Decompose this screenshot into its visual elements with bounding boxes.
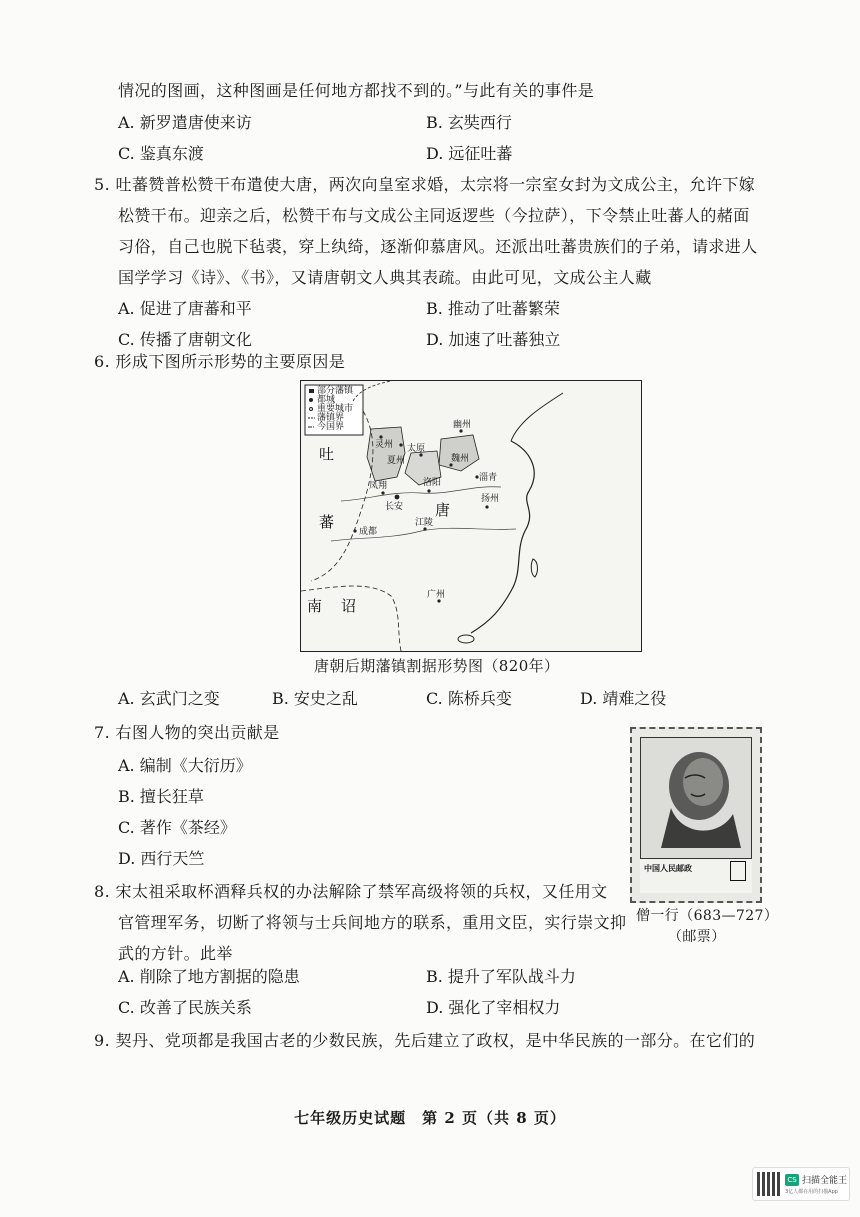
northeast-border: [511, 393, 563, 441]
q5-stem-line-3: 习俗，自己也脱下毡裘，穿上纨绮，逐渐仰慕唐风。还派出吐蕃贵族们的子弟，请求进人: [118, 237, 758, 256]
city-label: 洛阳: [423, 478, 442, 488]
tang-fanzhen-map: [300, 380, 642, 652]
q8-option-b[interactable]: B. 提升了军队战斗力: [426, 967, 576, 986]
q4-option-d[interactable]: D. 远征吐蕃: [426, 144, 513, 163]
q5-option-d[interactable]: D. 加速了吐蕃独立: [426, 330, 561, 349]
city-label: 夏州: [387, 456, 406, 466]
stamp-value-box: [730, 861, 746, 881]
q5-stem-line-2: 松赞干布。迎亲之后，松赞干布与文成公主同返逻些（今拉萨），下令禁止吐蕃人的赭面: [118, 206, 750, 225]
city-label: 长安: [385, 502, 404, 512]
q5-option-c[interactable]: C. 传播了唐朝文化: [118, 330, 252, 349]
q8-option-a[interactable]: A. 削除了地方割据的隐患: [118, 967, 300, 986]
q6-option-d[interactable]: D. 靖难之役: [580, 689, 667, 708]
q5-stem-line-1: 5. 吐蕃赞普松赞干布遣使大唐，两次向皇室求婚，太宗将一宗室女封为文成公主，允许下嫁: [94, 175, 756, 194]
city-label: 成都: [359, 527, 378, 537]
q6-option-c[interactable]: C. 陈桥兵变: [426, 689, 512, 708]
q6-option-b[interactable]: B. 安史之乱: [272, 689, 358, 708]
coastline: [471, 441, 534, 633]
city-label: 太原: [407, 444, 426, 454]
cs-app-name: 扫描全能王: [802, 1176, 848, 1186]
cs-app-tagline: 3亿人都在用的扫描App: [785, 1189, 838, 1195]
camscanner-badge: [752, 1167, 850, 1201]
q8-option-c[interactable]: C. 改善了民族关系: [118, 998, 252, 1017]
legend-item: 重要城市: [317, 404, 354, 414]
q7-option-b[interactable]: B. 擅长狂草: [118, 787, 204, 806]
q5-stem-line-4: 国学学习《诗》、《书》，又请唐朝文人典其表疏。由此可见，文成公主人藏: [118, 268, 652, 287]
city-label: 凤翔: [369, 481, 388, 491]
q4-option-c[interactable]: C. 鉴真东渡: [118, 144, 204, 163]
city-label: 灵州: [375, 440, 394, 450]
region-label: 诏: [341, 597, 357, 615]
stamp-caption-name: 僧一行（683—727）: [636, 908, 779, 924]
city-label: 扬州: [481, 494, 500, 504]
region-label: 唐: [435, 501, 451, 519]
region-label: 南: [307, 597, 323, 615]
city-label: 广州: [427, 590, 446, 600]
hainan-island: [458, 635, 474, 643]
map-caption: 唐朝后期藩镇割据形势图（820年）: [314, 657, 560, 675]
cs-logo-icon: CS: [785, 1174, 799, 1186]
q7-option-c[interactable]: C. 著作《茶经》: [118, 818, 236, 837]
stamp-issuer: 中国人民邮政: [644, 864, 692, 873]
q5-option-a[interactable]: A. 促进了唐蕃和平: [118, 299, 252, 318]
q4-option-b[interactable]: B. 玄奘西行: [426, 113, 512, 132]
q8-stem-line-3: 武的方针。此举: [118, 944, 233, 963]
q8-stem-line-2: 官管理军务，切断了将领与士兵间地方的联系，重用文臣，实行崇文抑: [118, 913, 627, 932]
q5-option-b[interactable]: B. 推动了吐蕃繁荣: [426, 299, 560, 318]
city-label: 魏州: [451, 454, 470, 464]
fanzhen-region: [439, 435, 479, 471]
city-label: 幽州: [453, 420, 472, 430]
stamp-caption-type: （邮票）: [668, 929, 726, 945]
q4-option-a[interactable]: A. 新罗遣唐使来访: [118, 113, 252, 132]
taiwan-island: [531, 559, 537, 577]
tubo-boundary: [311, 411, 373, 581]
legend-item: 部分藩镇: [317, 386, 354, 396]
q6-stem: 6. 形成下图所示形势的主要原因是: [94, 352, 346, 371]
q8-option-d[interactable]: D. 强化了宰相权力: [426, 998, 561, 1017]
legend-item: 藩镇界: [317, 413, 345, 423]
yixing-stamp: [630, 727, 762, 903]
page-footer: 七年级历史试题 第 2 页（共 8 页）: [294, 1109, 566, 1127]
nanzhao-boundary: [301, 586, 401, 651]
q4-stem-continuation: 情况的图画，这种图画是任何地方都找不到的。”与此有关的事件是: [118, 81, 595, 100]
city-label: 淄青: [479, 473, 498, 483]
stamp-text-bar: [640, 858, 752, 893]
q8-stem-line-1: 8. 宋太祖采取杯酒释兵权的办法解除了禁军高级将领的兵权，又任用文: [94, 882, 608, 901]
city-label: 江陵: [415, 518, 434, 528]
q7-option-a[interactable]: A. 编制《大衍历》: [118, 756, 252, 775]
region-label: 蕃: [319, 513, 335, 531]
qr-code-icon: [757, 1172, 781, 1196]
region-label: 吐: [319, 445, 335, 463]
legend-item: 今国界: [317, 422, 345, 432]
q7-option-d[interactable]: D. 西行天竺: [118, 849, 205, 868]
q9-stem-line-1: 9. 契丹、党项都是我国古老的少数民族，先后建立了政权，是中华民族的一部分。在它们的: [94, 1031, 756, 1050]
q7-stem: 7. 右图人物的突出贡献是: [94, 723, 280, 742]
legend-item: 都城: [317, 395, 336, 405]
q6-option-a[interactable]: A. 玄武门之变: [118, 689, 220, 708]
